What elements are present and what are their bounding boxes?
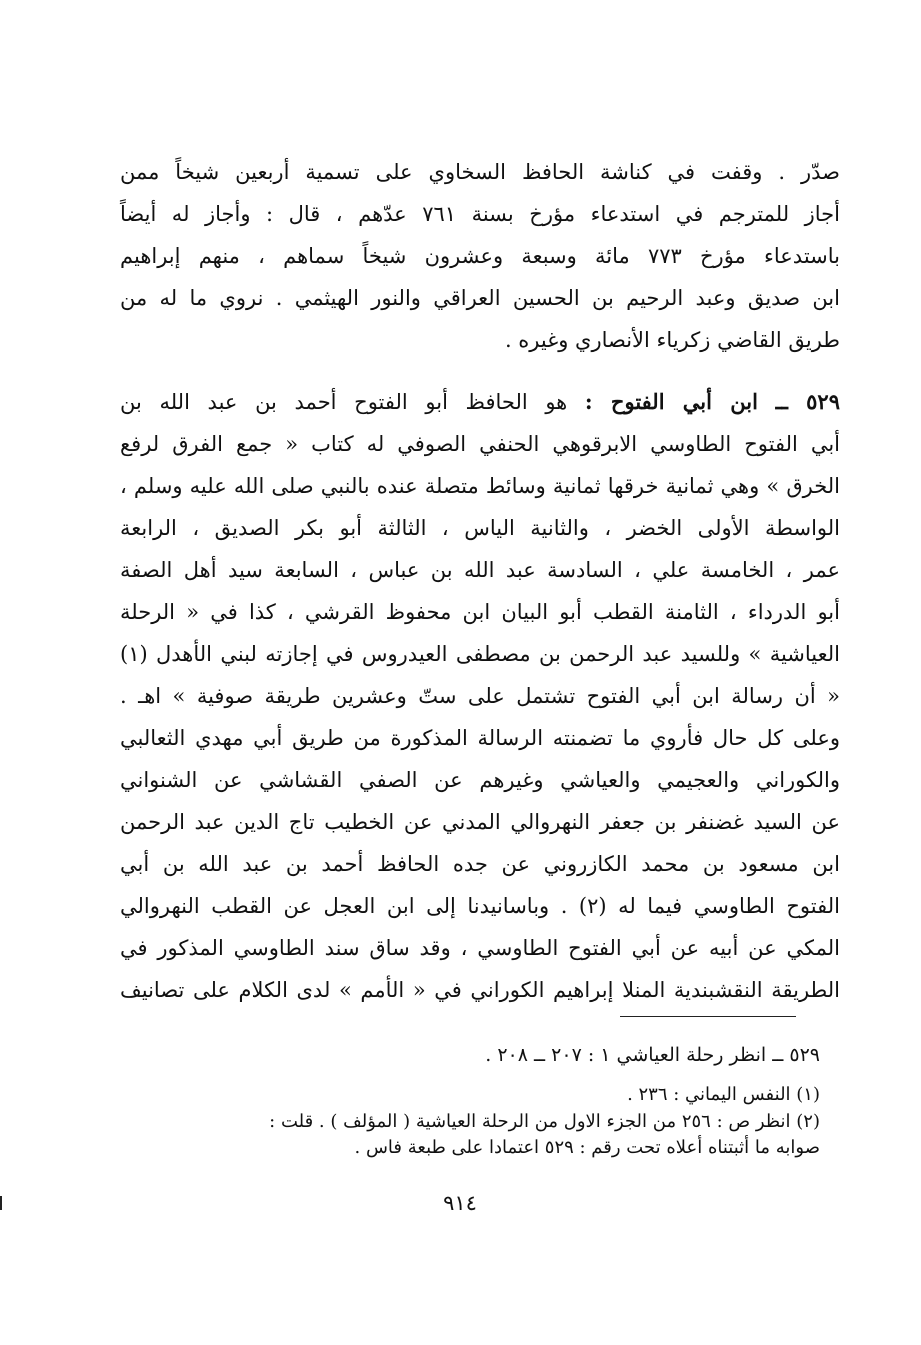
text-line: الطريقة النقشبندية المنلا إبراهيم الكوراني في « الأمم » لدى الكلام على تصانيف: [120, 978, 840, 1002]
text-line: عمر ، الخامسة علي ، السادسة عبد الله بن عباس ، السابعة سيد أهل الصفة: [120, 558, 840, 582]
text-line: العياشية » وللسيد عبد الرحمن بن مصطفى العيدروس في إجازته لبني الأهدل (١): [120, 642, 840, 666]
footnote-source: ٥٢٩ ــ انظر رحلة العياشي ١ : ٢٠٧ ــ ٢٠٨ .: [485, 1044, 820, 1066]
text-line: ابن صديق وعبد الرحيم بن الحسين العراقي والنور الهيثمي . نروي ما له من: [120, 286, 840, 310]
footnote-2-line-1: (٢) انظر ص : ٢٥٦ من الجزء الاول من الرحلة العياشية ( المؤلف ) . قلت :: [269, 1111, 820, 1132]
footnote-separator: [620, 1016, 796, 1017]
footnote-2-line-2: صوابه ما أثبتناه أعلاه تحت رقم : ٥٢٩ اعتمادا على طبعة فاس .: [354, 1137, 820, 1158]
text-line: صدّر . وقفت في كناشة الحافظ السخاوي على تسمية أربعين شيخاً ممن: [120, 160, 840, 184]
entry-title: ابن أبي الفتوح :: [584, 389, 758, 414]
text-line: المكي عن أبيه عن أبي الفتوح الطاوسي ، وقد ساق سند الطاوسي المذكور في: [120, 936, 840, 960]
text-line: الواسطة الأولى الخضر ، والثانية الياس ، الثالثة أبو بكر الصديق ، الرابعة: [120, 516, 840, 540]
text-line: عن السيد غضنفر بن جعفر النهروالي المدني عن الخطيب تاج الدين عبد الرحمن: [120, 810, 840, 834]
text-line: أبي الفتوح الطاوسي الابرقوهي الحنفي الصوفي له كتاب « جمع الفرق لرفع: [120, 432, 841, 456]
text-line: باستدعاء مؤرخ ٧٧٣ مائة وسبعة وعشرون شيخاً سماهم ، منهم إبراهيم: [120, 244, 840, 268]
text-line: أبو الدرداء ، الثامنة القطب أبو البيان ابن محفوظ القرشي ، كذا في « الرحلة: [120, 600, 840, 624]
text-line: ابن مسعود بن محمد الكازروني عن جده الحافظ أحمد بن عبد الله بن أبي: [120, 852, 840, 876]
text-line: والكوراني والعجيمي والعياشي وغيرهم عن الصفي القشاشي عن الشنواني: [120, 768, 840, 792]
scan-edge-mark: [0, 1196, 2, 1210]
page-number: ٩١٤: [443, 1191, 477, 1215]
entry-number: ٥٢٩ ــ: [775, 389, 840, 414]
text-line: أجاز للمترجم في استدعاء مؤرخ بسنة ٧٦١ عدّهم ، قال : وأجاز له أيضاً: [120, 202, 840, 226]
text-line: الفتوح الطاوسي فيما له (٢) . وباسانيدنا إلى ابن العجل عن القطب النهروالي: [120, 894, 840, 918]
footnote-1: (١) النفس اليماني : ٢٣٦ .: [627, 1084, 820, 1105]
entry-first-line-text: هو الحافظ أبو الفتوح أحمد بن عبد الله بن: [120, 390, 568, 414]
text-line: طريق القاضي زكرياء الأنصاري وغيره .: [504, 328, 840, 352]
text-line: الخرق » وهي ثمانية خرقها ثمانية وسائط متصلة عنده بالنبي صلى الله عليه وسلم ،: [120, 474, 840, 498]
text-line: وعلى كل حال فأروي ما تضمنته الرسالة المذكورة من طريق أبي مهدي الثعالبي: [120, 726, 840, 750]
text-line: « أن رسالة ابن أبي الفتوح تشتمل على ستّ وعشرين طريقة صوفية » اهـ .: [120, 684, 840, 708]
entry-heading-line: [120, 387, 840, 417]
